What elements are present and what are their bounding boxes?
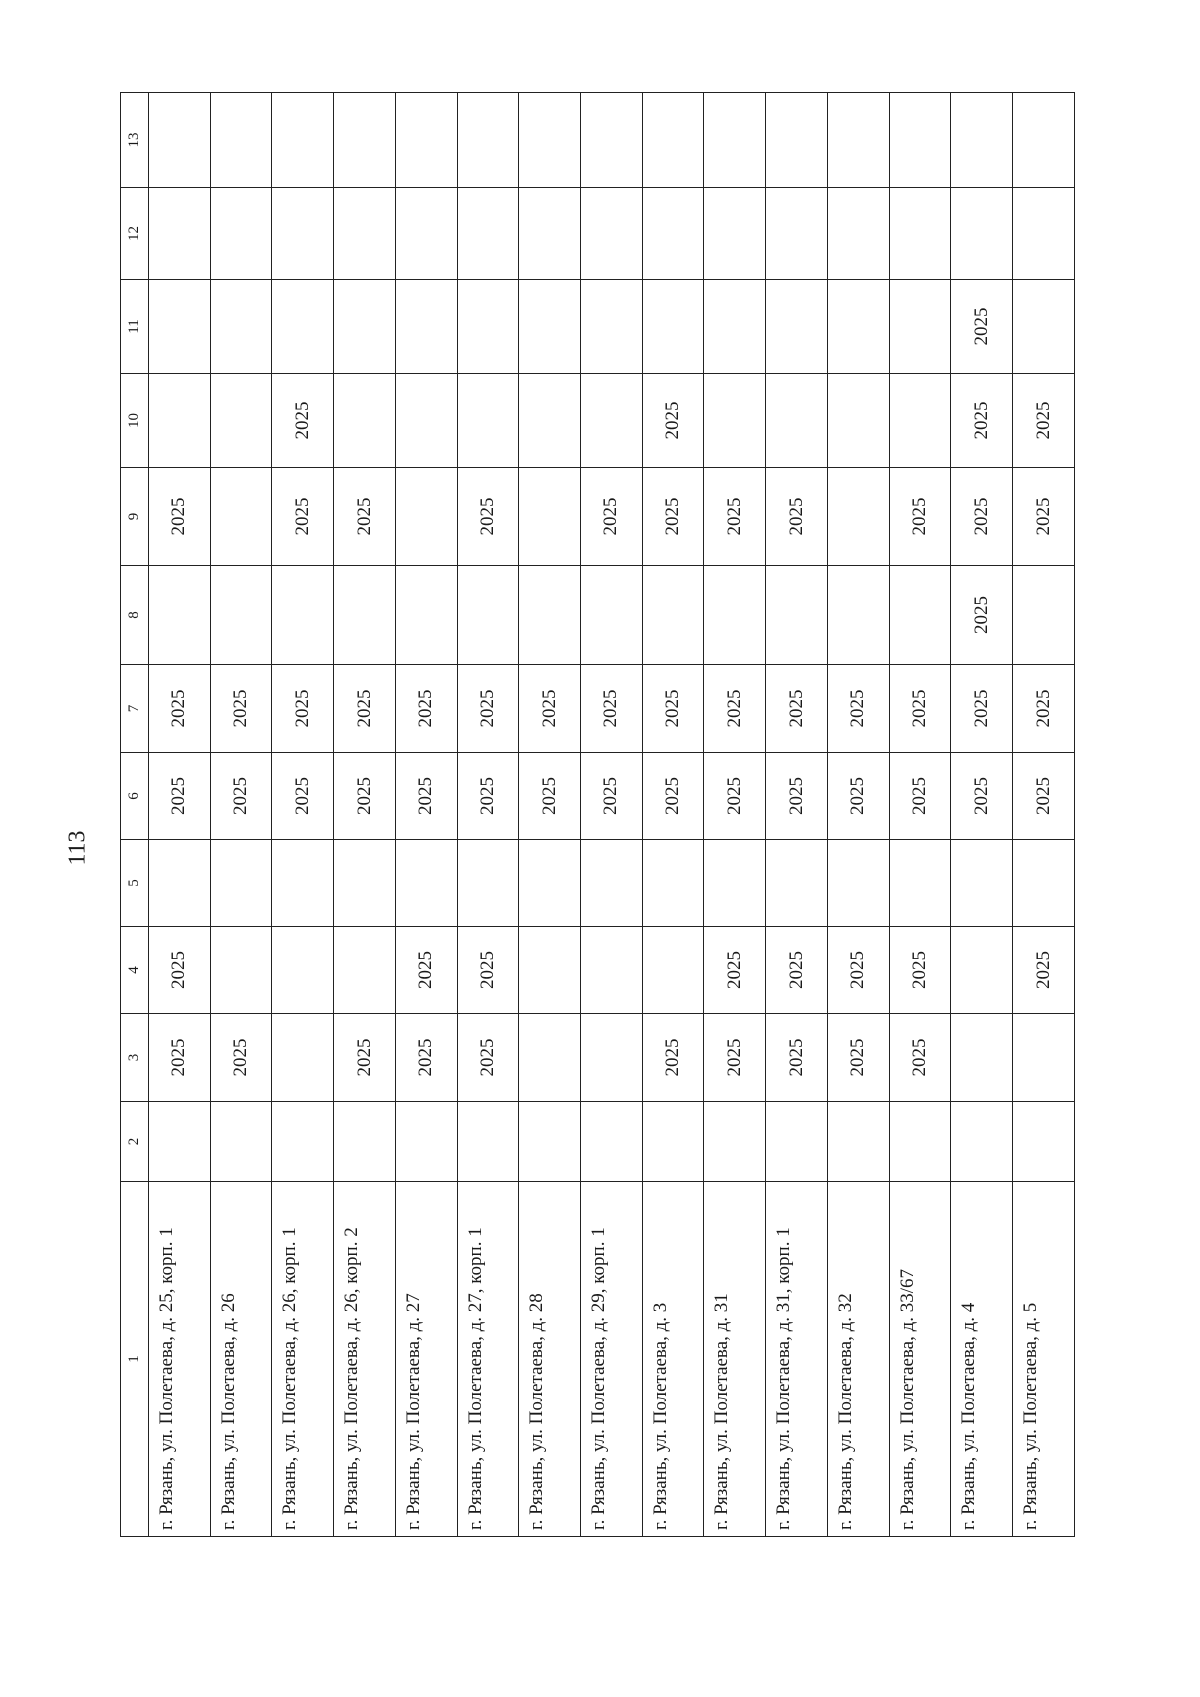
column-header-12: 12: [121, 188, 149, 280]
value-cell-col-8: [457, 566, 519, 665]
value-cell-col-12: [457, 188, 519, 280]
value-cell-col-3: [519, 1014, 581, 1102]
value-cell-col-8: [395, 566, 457, 665]
value-cell-col-9: 2025: [581, 468, 643, 566]
value-cell-col-3: 2025: [149, 1014, 211, 1102]
value-cell-col-8: [1013, 566, 1075, 665]
value-cell-col-3: 2025: [704, 1014, 766, 1102]
value-cell-col-12: [149, 188, 211, 280]
value-cell-col-5: [334, 840, 396, 927]
value-cell-col-4: 2025: [149, 927, 211, 1014]
value-cell-col-4: [519, 927, 581, 1014]
value-cell-col-3: 2025: [334, 1014, 396, 1102]
value-cell-col-7: 2025: [149, 665, 211, 753]
value-cell-col-6: 2025: [889, 753, 951, 840]
value-cell-col-6: 2025: [704, 753, 766, 840]
value-cell-col-10: [827, 374, 889, 468]
value-cell-col-13: [704, 93, 766, 188]
value-cell-col-2: [642, 1102, 704, 1182]
table-row: [827, 93, 889, 1537]
column-header-2: 2: [121, 1102, 149, 1182]
value-cell-col-5: [519, 840, 581, 927]
value-cell-col-10: 2025: [642, 374, 704, 468]
value-cell-col-12: [395, 188, 457, 280]
table-row: [149, 93, 211, 1537]
column-header-11: 11: [121, 280, 149, 374]
value-cell-col-12: [210, 188, 272, 280]
address-cell: г. Рязань, ул. Полетаева, д. 25, корп. 1: [149, 1182, 211, 1537]
value-cell-col-2: [827, 1102, 889, 1182]
value-cell-col-10: 2025: [951, 374, 1013, 468]
column-header-8: 8: [121, 566, 149, 665]
table-row: [766, 93, 828, 1537]
value-cell-col-6: 2025: [1013, 753, 1075, 840]
value-cell-col-4: 2025: [395, 927, 457, 1014]
value-cell-col-10: [889, 374, 951, 468]
value-cell-col-11: [395, 280, 457, 374]
table-row: [889, 93, 951, 1537]
value-cell-col-4: [210, 927, 272, 1014]
value-cell-col-11: [334, 280, 396, 374]
value-cell-col-5: [457, 840, 519, 927]
value-cell-col-4: [642, 927, 704, 1014]
value-cell-col-12: [704, 188, 766, 280]
value-cell-col-8: [766, 566, 828, 665]
value-cell-col-5: [149, 840, 211, 927]
value-cell-col-10: [149, 374, 211, 468]
table-row: [581, 93, 643, 1537]
value-cell-col-12: [272, 188, 334, 280]
value-cell-col-8: [642, 566, 704, 665]
value-cell-col-11: 2025: [951, 280, 1013, 374]
value-cell-col-9: 2025: [766, 468, 828, 566]
value-cell-col-6: 2025: [210, 753, 272, 840]
value-cell-col-10: [457, 374, 519, 468]
value-cell-col-11: [889, 280, 951, 374]
table-row: [642, 93, 704, 1537]
value-cell-col-10: [519, 374, 581, 468]
value-cell-col-8: [519, 566, 581, 665]
value-cell-col-11: [642, 280, 704, 374]
value-cell-col-2: [395, 1102, 457, 1182]
value-cell-col-4: [581, 927, 643, 1014]
value-cell-col-4: 2025: [827, 927, 889, 1014]
value-cell-col-8: [581, 566, 643, 665]
value-cell-col-2: [766, 1102, 828, 1182]
value-cell-col-7: 2025: [827, 665, 889, 753]
value-cell-col-11: [519, 280, 581, 374]
value-cell-col-3: 2025: [766, 1014, 828, 1102]
value-cell-col-11: [149, 280, 211, 374]
column-header-10: 10: [121, 374, 149, 468]
table-row: [1013, 93, 1075, 1537]
value-cell-col-5: [210, 840, 272, 927]
value-cell-col-6: 2025: [395, 753, 457, 840]
value-cell-col-3: 2025: [457, 1014, 519, 1102]
value-cell-col-3: 2025: [395, 1014, 457, 1102]
value-cell-col-5: [1013, 840, 1075, 927]
table-row: [951, 93, 1013, 1537]
value-cell-col-2: [951, 1102, 1013, 1182]
value-cell-col-2: [581, 1102, 643, 1182]
value-cell-col-6: 2025: [642, 753, 704, 840]
value-cell-col-4: 2025: [1013, 927, 1075, 1014]
value-cell-col-13: [951, 93, 1013, 188]
value-cell-col-11: [457, 280, 519, 374]
value-cell-col-5: [766, 840, 828, 927]
value-cell-col-10: [766, 374, 828, 468]
value-cell-col-4: [951, 927, 1013, 1014]
value-cell-col-5: [395, 840, 457, 927]
value-cell-col-10: [395, 374, 457, 468]
value-cell-col-4: 2025: [766, 927, 828, 1014]
value-cell-col-3: 2025: [210, 1014, 272, 1102]
column-header-5: 5: [121, 840, 149, 927]
value-cell-col-13: [457, 93, 519, 188]
schedule-table: [120, 92, 1075, 1537]
address-cell: г. Рязань, ул. Полетаева, д. 28: [519, 1182, 581, 1537]
table-row: [519, 93, 581, 1537]
value-cell-col-2: [272, 1102, 334, 1182]
address-cell: г. Рязань, ул. Полетаева, д. 4: [951, 1182, 1013, 1537]
value-cell-col-10: [210, 374, 272, 468]
value-cell-col-8: 2025: [951, 566, 1013, 665]
value-cell-col-9: 2025: [704, 468, 766, 566]
column-header-9: 9: [121, 468, 149, 566]
value-cell-col-7: 2025: [519, 665, 581, 753]
table-body: [149, 93, 1075, 1537]
value-cell-col-9: 2025: [889, 468, 951, 566]
column-header-3: 3: [121, 1014, 149, 1102]
address-cell: г. Рязань, ул. Полетаева, д. 27, корп. 1: [457, 1182, 519, 1537]
value-cell-col-10: [704, 374, 766, 468]
table-row: [395, 93, 457, 1537]
value-cell-col-12: [334, 188, 396, 280]
value-cell-col-7: 2025: [766, 665, 828, 753]
address-cell: г. Рязань, ул. Полетаева, д. 29, корп. 1: [581, 1182, 643, 1537]
value-cell-col-11: [1013, 280, 1075, 374]
value-cell-col-13: [827, 93, 889, 188]
value-cell-col-9: 2025: [1013, 468, 1075, 566]
value-cell-col-9: [519, 468, 581, 566]
value-cell-col-5: [827, 840, 889, 927]
value-cell-col-3: 2025: [827, 1014, 889, 1102]
value-cell-col-7: 2025: [210, 665, 272, 753]
value-cell-col-3: [1013, 1014, 1075, 1102]
address-cell: г. Рязань, ул. Полетаева, д. 31: [704, 1182, 766, 1537]
column-header-6: 6: [121, 753, 149, 840]
value-cell-col-2: [457, 1102, 519, 1182]
value-cell-col-8: [889, 566, 951, 665]
value-cell-col-13: [210, 93, 272, 188]
value-cell-col-13: [334, 93, 396, 188]
value-cell-col-6: 2025: [272, 753, 334, 840]
value-cell-col-5: [704, 840, 766, 927]
value-cell-col-4: [334, 927, 396, 1014]
address-cell: г. Рязань, ул. Полетаева, д. 31, корп. 1: [766, 1182, 828, 1537]
value-cell-col-10: 2025: [1013, 374, 1075, 468]
value-cell-col-3: [272, 1014, 334, 1102]
value-cell-col-9: 2025: [272, 468, 334, 566]
address-cell: г. Рязань, ул. Полетаева, д. 26, корп. 2: [334, 1182, 396, 1537]
value-cell-col-9: 2025: [951, 468, 1013, 566]
value-cell-col-2: [704, 1102, 766, 1182]
value-cell-col-6: 2025: [519, 753, 581, 840]
value-cell-col-8: [210, 566, 272, 665]
value-cell-col-12: [519, 188, 581, 280]
value-cell-col-11: [704, 280, 766, 374]
table-row: [334, 93, 396, 1537]
value-cell-col-8: [827, 566, 889, 665]
value-cell-col-8: [149, 566, 211, 665]
value-cell-col-11: [581, 280, 643, 374]
column-header-4: 4: [121, 927, 149, 1014]
value-cell-col-4: [272, 927, 334, 1014]
value-cell-col-3: [951, 1014, 1013, 1102]
value-cell-col-8: [272, 566, 334, 665]
value-cell-col-6: 2025: [149, 753, 211, 840]
value-cell-col-9: [827, 468, 889, 566]
value-cell-col-7: 2025: [704, 665, 766, 753]
value-cell-col-7: 2025: [889, 665, 951, 753]
value-cell-col-7: 2025: [1013, 665, 1075, 753]
value-cell-col-9: [395, 468, 457, 566]
value-cell-col-6: 2025: [334, 753, 396, 840]
table-row: [272, 93, 334, 1537]
value-cell-col-13: [642, 93, 704, 188]
value-cell-col-13: [519, 93, 581, 188]
address-cell: г. Рязань, ул. Полетаева, д. 26: [210, 1182, 272, 1537]
value-cell-col-4: 2025: [457, 927, 519, 1014]
value-cell-col-12: [827, 188, 889, 280]
page-number: 113: [64, 830, 91, 866]
value-cell-col-12: [951, 188, 1013, 280]
value-cell-col-6: 2025: [457, 753, 519, 840]
value-cell-col-7: 2025: [334, 665, 396, 753]
value-cell-col-6: 2025: [827, 753, 889, 840]
address-cell: г. Рязань, ул. Полетаева, д. 27: [395, 1182, 457, 1537]
address-cell: г. Рязань, ул. Полетаева, д. 5: [1013, 1182, 1075, 1537]
value-cell-col-12: [766, 188, 828, 280]
value-cell-col-5: [951, 840, 1013, 927]
value-cell-col-13: [766, 93, 828, 188]
table-row: [704, 93, 766, 1537]
value-cell-col-5: [581, 840, 643, 927]
value-cell-col-13: [889, 93, 951, 188]
value-cell-col-10: [334, 374, 396, 468]
header-row: [121, 93, 149, 1537]
value-cell-col-5: [889, 840, 951, 927]
value-cell-col-4: 2025: [889, 927, 951, 1014]
value-cell-col-9: [210, 468, 272, 566]
value-cell-col-13: [395, 93, 457, 188]
value-cell-col-6: 2025: [951, 753, 1013, 840]
address-cell: г. Рязань, ул. Полетаева, д. 33/67: [889, 1182, 951, 1537]
value-cell-col-12: [1013, 188, 1075, 280]
address-cell: г. Рязань, ул. Полетаева, д. 26, корп. 1: [272, 1182, 334, 1537]
value-cell-col-13: [1013, 93, 1075, 188]
value-cell-col-11: [766, 280, 828, 374]
value-cell-col-10: 2025: [272, 374, 334, 468]
table-container: [120, 93, 1075, 1537]
value-cell-col-6: 2025: [766, 753, 828, 840]
table-row: [210, 93, 272, 1537]
value-cell-col-3: 2025: [642, 1014, 704, 1102]
value-cell-col-5: [272, 840, 334, 927]
value-cell-col-11: [272, 280, 334, 374]
value-cell-col-13: [149, 93, 211, 188]
value-cell-col-12: [581, 188, 643, 280]
address-cell: г. Рязань, ул. Полетаева, д. 3: [642, 1182, 704, 1537]
value-cell-col-8: [334, 566, 396, 665]
value-cell-col-5: [642, 840, 704, 927]
value-cell-col-7: 2025: [951, 665, 1013, 753]
value-cell-col-2: [149, 1102, 211, 1182]
value-cell-col-12: [889, 188, 951, 280]
address-cell: г. Рязань, ул. Полетаева, д. 32: [827, 1182, 889, 1537]
value-cell-col-8: [704, 566, 766, 665]
value-cell-col-2: [889, 1102, 951, 1182]
value-cell-col-9: 2025: [642, 468, 704, 566]
value-cell-col-2: [1013, 1102, 1075, 1182]
value-cell-col-4: 2025: [704, 927, 766, 1014]
value-cell-col-11: [210, 280, 272, 374]
value-cell-col-11: [827, 280, 889, 374]
column-header-13: 13: [121, 93, 149, 188]
value-cell-col-7: 2025: [457, 665, 519, 753]
value-cell-col-6: 2025: [581, 753, 643, 840]
value-cell-col-3: 2025: [889, 1014, 951, 1102]
column-header-7: 7: [121, 665, 149, 753]
value-cell-col-7: 2025: [642, 665, 704, 753]
value-cell-col-7: 2025: [395, 665, 457, 753]
value-cell-col-7: 2025: [581, 665, 643, 753]
value-cell-col-10: [581, 374, 643, 468]
value-cell-col-13: [581, 93, 643, 188]
value-cell-col-9: 2025: [334, 468, 396, 566]
value-cell-col-2: [334, 1102, 396, 1182]
value-cell-col-2: [519, 1102, 581, 1182]
value-cell-col-2: [210, 1102, 272, 1182]
value-cell-col-7: 2025: [272, 665, 334, 753]
column-header-1: 1: [121, 1182, 149, 1537]
value-cell-col-13: [272, 93, 334, 188]
value-cell-col-12: [642, 188, 704, 280]
value-cell-col-3: [581, 1014, 643, 1102]
value-cell-col-9: 2025: [149, 468, 211, 566]
table-row: [457, 93, 519, 1537]
value-cell-col-9: 2025: [457, 468, 519, 566]
